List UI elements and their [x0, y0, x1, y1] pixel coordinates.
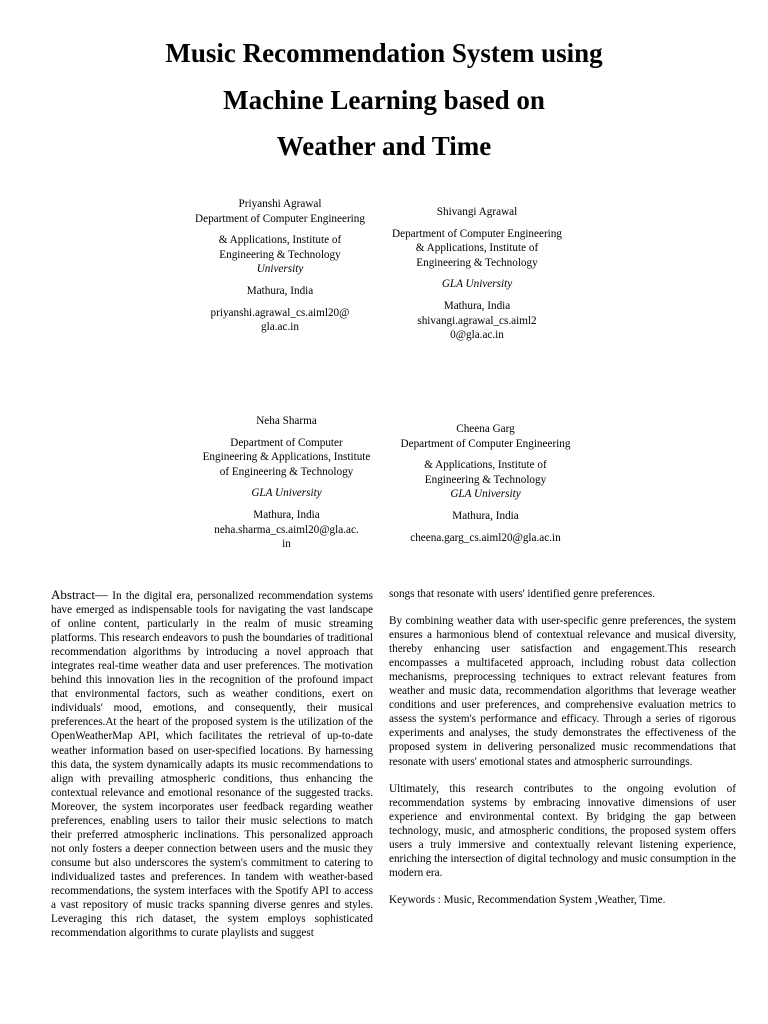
right-column: [389, 587, 736, 920]
author-city: Mathura, India: [452, 509, 519, 522]
author-block-4: [388, 422, 583, 545]
author-name: Priyanshi Agrawal: [238, 198, 322, 210]
author-city: Mathura, India: [246, 284, 314, 297]
author-email: neha.sharma_cs.aiml20@gla.ac.: [214, 523, 359, 536]
body-paragraph: Ultimately, this research contributes to the ongoing evolution of recommendation systems by embracing innovative dimensions of user experience and environmental context. By bridging the gap between technology, music, and atmospheric conditions, the proposed system offers users a truly immersive and contextually relevant listening experience, enriching the intersection of digital technology and music consumption in the modern era.: [389, 782, 736, 879]
author-name: Shivangi Agrawal: [436, 206, 518, 218]
author-name: Cheena Garg: [456, 423, 515, 435]
abstract-column: [51, 588, 373, 953]
abstract-paragraph: [51, 588, 373, 940]
body-paragraph: By combining weather data with user-specific genre preferences, the system ensures a harmonious blend of contextual relevance and musical diversity, thereby enhancing user satisfaction and engagement.This research encompasses a multifaceted approach, including robust data collection mechanisms, preprocessing techniques to extract relevant features from weather and music data, recommendation algorithms that leverage weather conditions and user preferences, and comprehensive evaluation metrics to assess the system's performance and efficacy. Through a series of rigorous experiments and analyses, the study demonstrates the effectiveness of the proposed system in delivering personalized music recommendations that resonate with users' emotional states and atmospheric surroundings.: [389, 615, 736, 768]
paper-title: [0, 34, 768, 174]
author-email: in: [282, 538, 291, 551]
author-block-1: [185, 197, 375, 335]
author-institute: Engineering & Applications, Institute: [202, 451, 371, 464]
author-email: gla.ac.in: [261, 321, 299, 334]
author-institute: & Applications, Institute of: [424, 459, 547, 472]
author-email: priyanshi.agrawal_cs.aiml20@: [210, 306, 350, 319]
author-department: Department of Computer Engineering: [400, 437, 571, 450]
title-line: Machine Learning based on: [223, 84, 545, 115]
author-department: Department of Computer Engineering: [392, 227, 562, 240]
author-university: GLA University: [251, 487, 322, 500]
author-email: shivangi.agrawal_cs.aiml2: [417, 314, 537, 327]
keywords: Keywords : Music, Recommendation System ,Weather, Time.: [389, 893, 666, 906]
body-paragraph: songs that resonate with users' identified genre preferences.: [389, 588, 656, 600]
abstract-label: Abstract—: [51, 587, 109, 602]
abstract-text: In the digital era, personalized recommendation systems have emerged as indispensable tools for navigating the vast landscape of online content, particularly in the realm of music streaming platforms. This research endeavors to push the boundaries of traditional recommendation algorithms by introducing a novel approach that integrates real-time weather data and user preferences. The motivation behind this innovation lies in the recognition of the profound impact that environmental factors, such as weather conditions, exert on individuals' mood, emotions, and consequently, their musical preferences.At the heart of the proposed system is the utilization of the OpenWeatherMap API, which facilitates the retrieval of up-to-date weather information based on user-specified locations. By harnessing this data, the system dynamically adapts its music recommendations to align with prevailing atmospheric conditions, thus enhancing the contextual relevance and emotional resonance of the suggested tracks. Moreover, the system incorporates user feedback regarding weather preferences, enabling users to tailor their music selections to match their preferred atmospheric inclinations. This personalized approach not only fosters a deeper connection between users and the music they consume but also underscores the system's commitment to catering to individualized tastes and preferences. In tandem with weather-based recommendations, the system interfaces with the Spotify API to access a vast repository of music tracks spanning diverse genres and styles. Leveraging this rich dataset, the system employs sophisticated recommendation algorithms to curate playlists and suggest: [51, 590, 373, 940]
author-block-3: [190, 414, 383, 552]
title-line: Music Recommendation System using: [165, 38, 603, 68]
author-email: 0@gla.ac.in: [450, 329, 504, 342]
author-department: Department of Computer: [230, 436, 343, 449]
author-name: Neha Sharma: [256, 415, 317, 427]
title-line: Weather and Time: [276, 131, 492, 161]
author-institute: Engineering & Technology: [424, 473, 547, 486]
author-university: GLA University: [441, 278, 513, 291]
author-institute: of Engineering & Technology: [219, 465, 354, 478]
author-institute: Engineering & Technology: [416, 256, 538, 269]
author-institute: & Applications, Institute of: [415, 242, 539, 255]
author-city: Mathura, India: [253, 508, 320, 521]
author-institute: Engineering & Technology: [219, 248, 341, 261]
author-department: Department of Computer Engineering: [195, 212, 365, 225]
author-block-2: [382, 205, 572, 343]
author-email: cheena.garg_cs.aiml20@gla.ac.in: [410, 531, 561, 544]
author-university: GLA University: [450, 488, 521, 501]
author-city: Mathura, India: [443, 299, 511, 312]
author-university: University: [256, 263, 304, 276]
author-institute: & Applications, Institute of: [218, 234, 342, 247]
